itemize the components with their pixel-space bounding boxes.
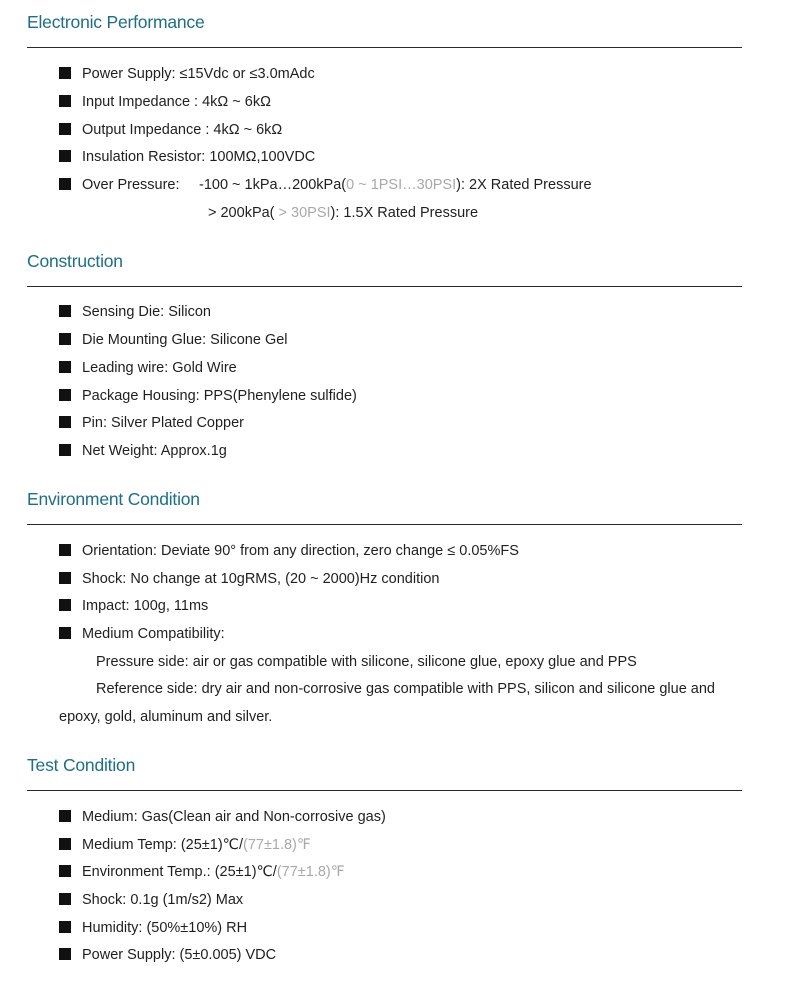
section-title-construction: Construction bbox=[27, 251, 123, 271]
square-bullet-icon bbox=[59, 948, 71, 960]
list-item bbox=[59, 386, 357, 406]
square-bullet-icon bbox=[59, 123, 71, 135]
item-text: Package Housing: PPS(Phenylene sulfide) bbox=[82, 388, 357, 404]
section-divider bbox=[27, 47, 742, 48]
list-item bbox=[59, 147, 315, 167]
list-item bbox=[59, 624, 225, 644]
list-item bbox=[59, 413, 244, 433]
item-text: Sensing Die: Silicon bbox=[82, 304, 211, 320]
square-bullet-icon bbox=[59, 67, 71, 79]
section-divider bbox=[27, 524, 742, 525]
item-text: Medium: Gas(Clean air and Non-corrosive gas) bbox=[82, 809, 386, 825]
list-item bbox=[59, 330, 288, 350]
square-bullet-icon bbox=[59, 893, 71, 905]
item-text: Power Supply: ≤15Vdc or ≤3.0mAdc bbox=[82, 66, 315, 82]
list-item bbox=[59, 835, 311, 855]
item-text-muted: (77±1.8)℉ bbox=[276, 864, 345, 880]
item-text: Orientation: Deviate 90° from any direction, zero change ≤ 0.05%FS bbox=[82, 543, 519, 559]
item-text: Net Weight: Approx.1g bbox=[82, 443, 227, 459]
square-bullet-icon bbox=[59, 416, 71, 428]
square-bullet-icon bbox=[59, 389, 71, 401]
list-item bbox=[59, 541, 519, 561]
list-item bbox=[59, 862, 345, 882]
section-divider bbox=[27, 790, 742, 791]
item-text: Input Impedance : 4kΩ ~ 6kΩ bbox=[82, 94, 271, 110]
square-bullet-icon bbox=[59, 865, 71, 877]
square-bullet-icon bbox=[59, 178, 71, 190]
square-bullet-icon bbox=[59, 150, 71, 162]
item-text: Shock: 0.1g (1m/s2) Max bbox=[82, 892, 244, 908]
list-item bbox=[59, 569, 439, 589]
list-item bbox=[59, 945, 276, 965]
square-bullet-icon bbox=[59, 572, 71, 584]
over-pressure-label: Over Pressure: bbox=[82, 177, 180, 193]
square-bullet-icon bbox=[59, 333, 71, 345]
over-pressure-psi-range: 0 ~ 1PSI…30PSI bbox=[346, 177, 457, 193]
list-item bbox=[59, 918, 247, 938]
over-pressure-psi-range: > 30PSI bbox=[274, 205, 331, 221]
over-pressure-range: -100 ~ 1kPa…200kPa( bbox=[199, 177, 347, 193]
list-item bbox=[59, 441, 227, 461]
square-bullet-icon bbox=[59, 95, 71, 107]
reference-side-continuation: epoxy, gold, aluminum and silver. bbox=[59, 709, 273, 725]
item-text: Medium Compatibility: bbox=[82, 626, 225, 642]
item-text: Output Impedance : 4kΩ ~ 6kΩ bbox=[82, 122, 283, 138]
item-text-muted: (77±1.8)℉ bbox=[242, 837, 311, 853]
square-bullet-icon bbox=[59, 599, 71, 611]
pressure-side-text: Pressure side: air or gas compatible with silicone, silicone glue, epoxy glue and PPS bbox=[96, 654, 637, 670]
list-item-over-pressure bbox=[59, 175, 180, 195]
item-text: Die Mounting Glue: Silicone Gel bbox=[82, 332, 288, 348]
item-text: Environment Temp.: (25±1)℃/ bbox=[82, 864, 277, 880]
item-text: Medium Temp: (25±1)℃/ bbox=[82, 837, 243, 853]
square-bullet-icon bbox=[59, 361, 71, 373]
square-bullet-icon bbox=[59, 838, 71, 850]
list-item bbox=[59, 890, 243, 910]
item-text: Leading wire: Gold Wire bbox=[82, 360, 237, 376]
square-bullet-icon bbox=[59, 810, 71, 822]
square-bullet-icon bbox=[59, 544, 71, 556]
section-title-environment-condition: Environment Condition bbox=[27, 489, 200, 509]
item-text: Insulation Resistor: 100MΩ,100VDC bbox=[82, 149, 316, 165]
section-title-test-condition: Test Condition bbox=[27, 755, 136, 775]
square-bullet-icon bbox=[59, 921, 71, 933]
list-item bbox=[59, 64, 315, 84]
list-item bbox=[59, 120, 282, 140]
square-bullet-icon bbox=[59, 444, 71, 456]
list-item bbox=[59, 92, 271, 112]
reference-side-text: Reference side: dry air and non-corrosive gas compatible with PPS, silicon and silicone glue and bbox=[96, 681, 715, 697]
section-title-electronic-performance: Electronic Performance bbox=[27, 12, 205, 32]
item-text: Shock: No change at 10gRMS, (20 ~ 2000)Hz condition bbox=[82, 571, 440, 587]
item-text: Power Supply: (5±0.005) VDC bbox=[82, 947, 277, 963]
over-pressure-range: > 200kPa( bbox=[208, 205, 275, 221]
over-pressure-line-1 bbox=[199, 175, 592, 195]
list-item bbox=[59, 807, 386, 827]
section-divider bbox=[27, 286, 742, 287]
over-pressure-rating: ): 1.5X Rated Pressure bbox=[330, 205, 479, 221]
list-item bbox=[59, 302, 211, 322]
square-bullet-icon bbox=[59, 627, 71, 639]
over-pressure-rating: ): 2X Rated Pressure bbox=[456, 177, 592, 193]
item-text: Humidity: (50%±10%) RH bbox=[82, 920, 248, 936]
list-item bbox=[59, 358, 237, 378]
over-pressure-line-2 bbox=[208, 203, 478, 223]
square-bullet-icon bbox=[59, 305, 71, 317]
item-text: Pin: Silver Plated Copper bbox=[82, 415, 244, 431]
list-item bbox=[59, 596, 208, 616]
item-text: Impact: 100g, 11ms bbox=[82, 598, 209, 614]
